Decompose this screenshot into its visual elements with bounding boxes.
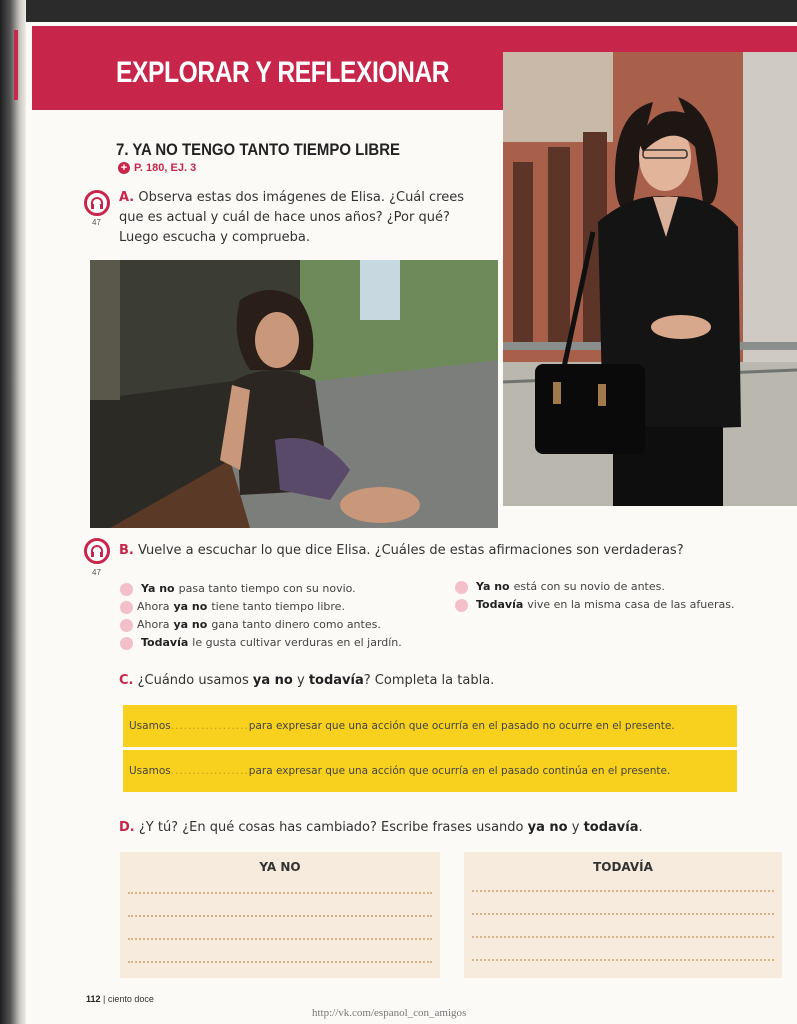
- option-bullet: [120, 619, 133, 632]
- page-number: 112: [86, 994, 101, 1004]
- writing-line[interactable]: [128, 961, 432, 963]
- answer-box-ya-no[interactable]: [120, 852, 440, 978]
- book-spine: [0, 0, 26, 1024]
- exercise-b-letter: B.: [119, 543, 134, 558]
- workbook-reference-text: P. 180, EJ. 3: [134, 162, 197, 174]
- option-checkbox[interactable]: Ahora ya no gana tanto dinero como antes.: [120, 616, 402, 634]
- exercise-b-text: [119, 541, 719, 561]
- option-bullet: [455, 581, 468, 594]
- exercise-d-letter: D.: [119, 820, 135, 835]
- option-bullet: [120, 637, 133, 650]
- headphones-icon[interactable]: [84, 190, 110, 216]
- exercise-d-text: D. ¿Y tú? ¿En qué cosas has cambiado? Escribe frases usando ya no y todavía.: [119, 820, 643, 835]
- watermark-url[interactable]: http://vk.com/espanol_con_amigos: [312, 1007, 467, 1019]
- photo-elisa-suit-drawing: [503, 52, 797, 506]
- option-bullet: [120, 601, 133, 614]
- table-row: Usamos .................. para expresar que una acción que ocurría en el pasado continúa en el presente.: [123, 750, 737, 792]
- headphones-icon[interactable]: [84, 538, 110, 564]
- writing-line[interactable]: [472, 890, 774, 892]
- column-header-ya-no: YA NO: [259, 860, 301, 874]
- exercise-a-instructions: Observa estas dos imágenes de Elisa. ¿Cuál crees que es actual y cuál de hace unos años? ¿Por qué? Luego escucha y comprueba.: [119, 190, 464, 245]
- spine-marker: [14, 30, 18, 100]
- exercise-c-letter: C.: [119, 673, 134, 688]
- exercise-a-text: [119, 188, 479, 248]
- section-title: 7. YA NO TENGO TANTO TIEMPO LIBRE: [116, 140, 401, 159]
- table-row: Usamos .................. para expresar que una acción que ocurría en el pasado no ocurre en el presente.: [123, 705, 737, 747]
- options-right: [455, 578, 734, 614]
- exercise-a-letter: A.: [119, 190, 135, 205]
- writing-line[interactable]: [128, 892, 432, 894]
- workbook-reference[interactable]: [118, 162, 196, 174]
- page-footer: 112 | ciento doce: [86, 994, 154, 1004]
- column-header-todavia: TODAVÍA: [593, 860, 653, 874]
- writing-line[interactable]: [128, 915, 432, 917]
- option-checkbox[interactable]: Ya no está con su novio de antes.: [455, 578, 734, 596]
- option-checkbox[interactable]: Ya no pasa tanto tiempo con su novio.: [120, 580, 402, 598]
- exercise-b-instructions: Vuelve a escuchar lo que dice Elisa. ¿Cuáles de estas afirmaciones son verdaderas?: [138, 543, 684, 558]
- writing-line[interactable]: [472, 913, 774, 915]
- options-left: [120, 580, 402, 652]
- banner-title: EXPLORAR Y REFLEXIONAR: [116, 56, 450, 89]
- option-checkbox[interactable]: Todavía le gusta cultivar verduras en el jardín.: [120, 634, 402, 652]
- writing-line[interactable]: [472, 959, 774, 961]
- photo-elisa-bench: [90, 260, 498, 528]
- fill-in-blank[interactable]: ..................: [170, 765, 249, 777]
- track-number: 47: [92, 218, 101, 227]
- photo-elisa-suit: [503, 52, 797, 506]
- writing-line[interactable]: [128, 938, 432, 940]
- exercise-c-text: C. ¿Cuándo usamos ya no y todavía? Completa la tabla.: [119, 673, 495, 688]
- track-number: 47: [92, 568, 101, 577]
- option-bullet: [455, 599, 468, 612]
- option-checkbox[interactable]: Ahora ya no tiene tanto tiempo libre.: [120, 598, 402, 616]
- photo-elisa-bench-drawing: [90, 260, 498, 528]
- writing-line[interactable]: [472, 936, 774, 938]
- fill-in-blank[interactable]: ..................: [170, 720, 249, 732]
- option-bullet: [120, 583, 133, 596]
- plus-circle-icon: +: [118, 162, 130, 174]
- page-label: ciento doce: [107, 994, 154, 1004]
- option-checkbox[interactable]: Todavía vive en la misma casa de las afueras.: [455, 596, 734, 614]
- answer-box-todavia[interactable]: [464, 852, 782, 978]
